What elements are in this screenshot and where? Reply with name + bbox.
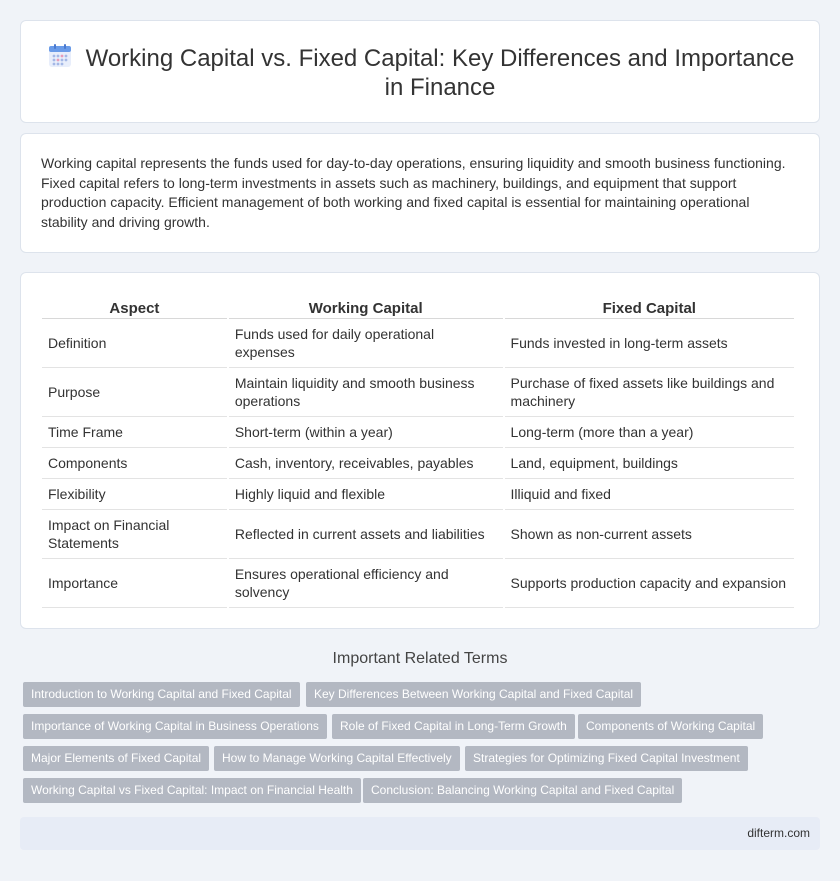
cell-working: Reflected in current assets and liabilities: [229, 510, 503, 559]
table-row: [42, 448, 794, 479]
header-fixed-capital: Fixed Capital: [505, 292, 794, 319]
table-row: [42, 479, 794, 510]
footer: [20, 817, 820, 850]
cell-fixed: Land, equipment, buildings: [505, 448, 794, 479]
related-term-tag[interactable]: Conclusion: Balancing Working Capital and Fixed Capital: [363, 778, 682, 803]
related-term-tag[interactable]: Introduction to Working Capital and Fixed Capital: [23, 682, 300, 707]
related-term-tag[interactable]: Key Differences Between Working Capital and Fixed Capital: [306, 682, 641, 707]
cell-aspect: Importance: [42, 559, 227, 608]
comparison-table-card: [20, 272, 820, 629]
table-row: [42, 417, 794, 448]
cell-fixed: Purchase of fixed assets like buildings and machinery: [505, 368, 794, 417]
header-working-capital: Working Capital: [229, 292, 503, 319]
footer-site-link[interactable]: difterm.com: [747, 826, 810, 840]
related-terms-title: Important Related Terms: [332, 650, 508, 667]
cell-working: Cash, inventory, receivables, payables: [229, 448, 503, 479]
cell-working: Highly liquid and flexible: [229, 479, 503, 510]
cell-working: Funds used for daily operational expenses: [229, 319, 503, 368]
cell-fixed: Long-term (more than a year): [505, 417, 794, 448]
header-card: [20, 20, 820, 123]
related-term-tag[interactable]: Importance of Working Capital in Business Operations: [23, 714, 327, 739]
cell-working: Ensures operational efficiency and solvency: [229, 559, 503, 608]
intro-card: [20, 133, 820, 253]
cell-fixed: Shown as non-current assets: [505, 510, 794, 559]
cell-aspect: Components: [42, 448, 227, 479]
related-term-tag[interactable]: Components of Working Capital: [578, 714, 763, 739]
cell-fixed: Funds invested in long-term assets: [505, 319, 794, 368]
table-row: [42, 559, 794, 608]
related-term-tag[interactable]: Working Capital vs Fixed Capital: Impact on Financial Health: [23, 778, 361, 803]
cell-fixed: Illiquid and fixed: [505, 479, 794, 510]
related-term-tag[interactable]: Major Elements of Fixed Capital: [23, 746, 209, 771]
cell-aspect: Impact on Financial Statements: [42, 510, 227, 559]
table-header-row: [42, 292, 794, 319]
cell-aspect: Purpose: [42, 368, 227, 417]
header-aspect: Aspect: [42, 292, 227, 319]
table-row: [42, 368, 794, 417]
cell-aspect: Time Frame: [42, 417, 227, 448]
cell-working: Maintain liquidity and smooth business operations: [229, 368, 503, 417]
cell-aspect: Flexibility: [42, 479, 227, 510]
related-term-tag[interactable]: How to Manage Working Capital Effectively: [214, 746, 460, 771]
related-term-tag[interactable]: Strategies for Optimizing Fixed Capital Investment: [465, 746, 748, 771]
page-title: Working Capital vs. Fixed Capital: Key Differences and Importance in Finance: [85, 45, 795, 101]
cell-working: Short-term (within a year): [229, 417, 503, 448]
cell-fixed: Supports production capacity and expansion: [505, 559, 794, 608]
comparison-table: [40, 292, 796, 608]
intro-text: Working capital represents the funds used for day-to-day operations, ensuring liquidity and smooth business functioning. Fixed capital refers to long-term investments in assets such as machinery, buildings, and equipment that support production capacity. Efficient management of both working and fixed capital is essential for maintaining operational stability and driving growth.: [41, 155, 786, 230]
table-row: [42, 319, 794, 368]
cell-aspect: Definition: [42, 319, 227, 368]
related-term-tag[interactable]: Role of Fixed Capital in Long-Term Growth: [332, 714, 575, 739]
table-row: [42, 510, 794, 559]
